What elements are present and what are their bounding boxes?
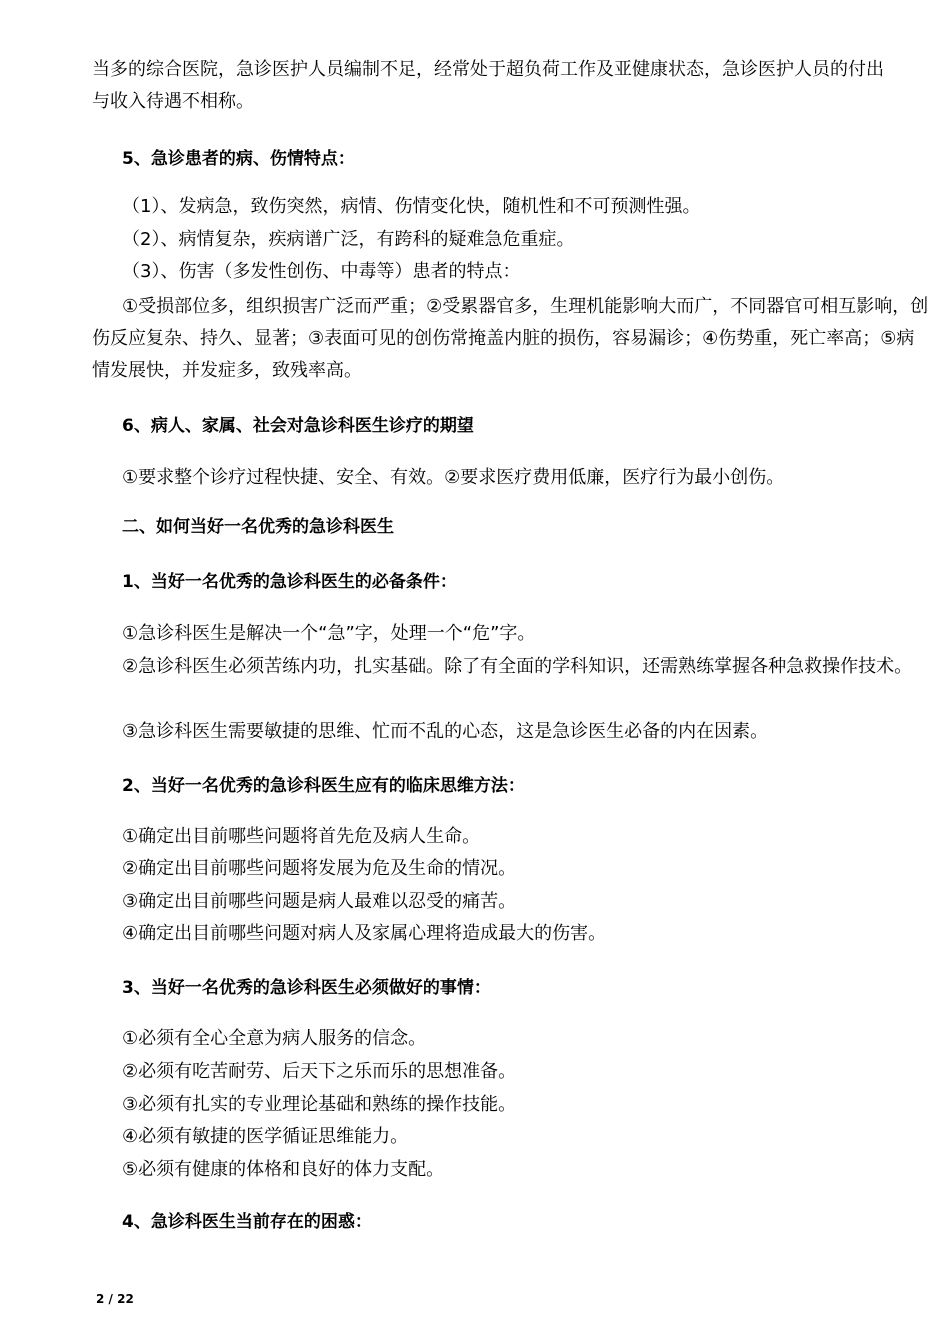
section-6-text: ①要求整个诊疗过程快捷、安全、有效。②要求医疗费用低廉，医疗行为最小创伤。 — [122, 467, 785, 488]
part-2-section-3-item-2: ②必须有吃苦耐劳、后天下之乐而乐的思想准备。 — [122, 1061, 517, 1082]
part-2-section-3-heading: 3、当好一名优秀的急诊科医生必须做好的事情： — [122, 978, 491, 998]
section-5-item-1: （1）、发病急，致伤突然，病情、伤情变化快，随机性和不可预测性强。 — [122, 196, 701, 217]
part-2-section-1-heading: 1、当好一名优秀的急诊科医生的必备条件： — [122, 572, 457, 592]
part-2-heading: 二、如何当好一名优秀的急诊科医生 — [122, 517, 394, 537]
part-2-section-2-item-4: ④确定出目前哪些问题对病人及家属心理将造成最大的伤害。 — [122, 923, 607, 944]
part-2-section-2-item-3: ③确定出目前哪些问题是病人最难以忍受的痛苦。 — [122, 891, 517, 912]
intro-line-1: 当多的综合医院，急诊医护人员编制不足，经常处于超负荷工作及亚健康状态，急诊医护人员的付出 — [92, 59, 884, 80]
part-2-section-1-item-3: ③急诊科医生需要敏捷的思维、忙而不乱的心态，这是急诊医生必备的内在因素。 — [122, 721, 769, 742]
section-6-heading: 6、病人、家属、社会对急诊科医生诊疗的期望 — [122, 416, 474, 436]
part-2-section-2-heading: 2、当好一名优秀的急诊科医生应有的临床思维方法： — [122, 776, 525, 796]
part-2-section-2-item-1: ①确定出目前哪些问题将首先危及病人生命。 — [122, 826, 481, 847]
part-2-section-3-item-1: ①必须有全心全意为病人服务的信念。 — [122, 1028, 427, 1049]
section-5-detail: ①受损部位多，组织损害广泛而严重；②受累器官多，生理机能影响大而广，不同器官可相互影响，创伤反应复杂、持久、显著；③表面可见的创伤常掩盖内脏的损伤，容易漏诊；④伤势重，死亡率高；⑤病情发展快，并发症多，致残率高。 — [92, 296, 929, 381]
part-2-section-4-heading: 4、急诊科医生当前存在的困惑： — [122, 1212, 372, 1232]
part-2-section-1-item-2: ②急诊科医生必须苦练内功，扎实基础。除了有全面的学科知识，还需熟练掌握各种急救操作技术。 — [122, 656, 913, 677]
intro-line-2: 与收入待遇不相称。 — [92, 91, 254, 112]
part-2-section-3-item-5: ⑤必须有健康的体格和良好的体力支配。 — [122, 1159, 445, 1180]
part-2-section-3-item-4: ④必须有敏捷的医学循证思维能力。 — [122, 1126, 409, 1147]
part-2-section-1-item-1: ①急诊科医生是解决一个“急”字，处理一个“危”字。 — [122, 623, 536, 644]
part-2-section-2-item-2: ②确定出目前哪些问题将发展为危及生命的情况。 — [122, 858, 517, 879]
section-5-item-3: （3）、伤害（多发性创伤、中毒等）患者的特点： — [122, 261, 521, 282]
section-5-heading: 5、急诊患者的病、伤情特点： — [122, 149, 355, 169]
section-5-item-2: （2）、病情复杂，疾病谱广泛，有跨科的疑难急危重症。 — [122, 229, 575, 250]
part-2-section-3-item-3: ③必须有扎实的专业理论基础和熟练的操作技能。 — [122, 1094, 517, 1115]
page-number: 2 / 22 — [96, 1292, 134, 1306]
